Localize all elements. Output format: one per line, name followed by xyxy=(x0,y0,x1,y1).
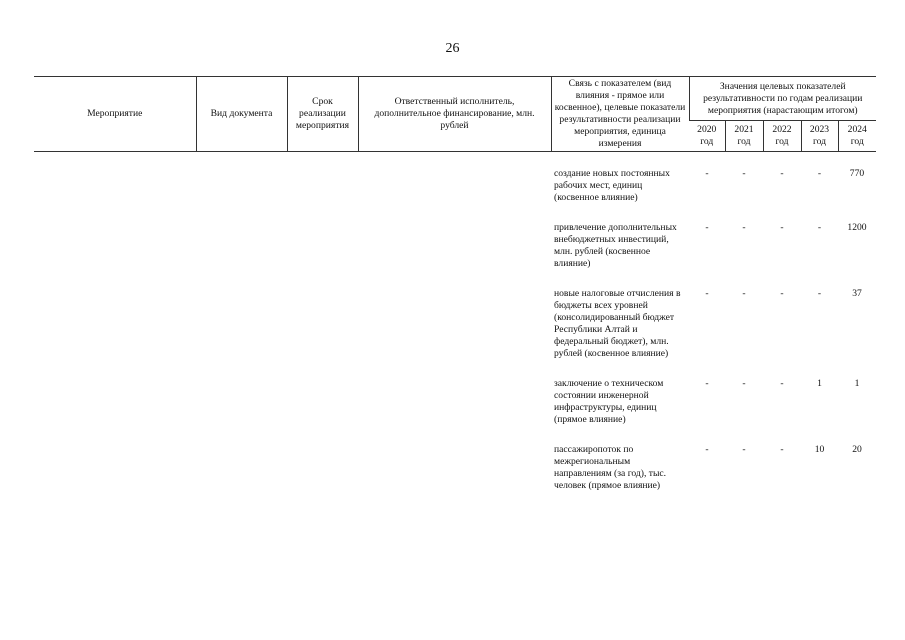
header-year-2020: 2020 год xyxy=(689,121,725,152)
header-year-2022: 2022 год xyxy=(763,121,801,152)
indicator-cell: создание новых постоянных рабочих мест, единиц (косвенное влияние) xyxy=(554,167,670,203)
value-cell: - xyxy=(780,221,784,233)
indicators-table xyxy=(34,76,876,510)
indicator-cell: заключение о техническом состоянии инженерной инфраструктуры, единиц (прямое влияние) xyxy=(554,377,664,425)
page-number: 26 xyxy=(445,41,460,56)
indicator-cell: привлечение дополнительных внебюджетных инвестиций, млн. рублей (косвенное влияние) xyxy=(554,221,677,269)
table-row xyxy=(34,151,876,221)
table-row xyxy=(34,222,876,288)
header-year-2021: 2021 год xyxy=(725,121,763,152)
value-cell: - xyxy=(780,287,784,299)
value-cell: 1 xyxy=(854,377,860,389)
header-term: Срок реализации мероприятия xyxy=(287,77,358,152)
value-cell: 37 xyxy=(852,287,862,299)
value-cell: - xyxy=(780,443,784,455)
table-row xyxy=(34,444,876,510)
value-cell: - xyxy=(742,377,746,389)
value-cell: 770 xyxy=(849,167,865,179)
value-cell: 10 xyxy=(814,443,825,455)
table-row xyxy=(34,288,876,378)
value-cell: - xyxy=(705,443,709,455)
table-row xyxy=(34,378,876,444)
header-values: Значения целевых показателей результативности по годам реализации мероприятия (нарастающим итогом) xyxy=(689,77,876,121)
value-cell: - xyxy=(817,221,822,233)
header-document-type: Вид документа xyxy=(196,77,287,152)
value-cell: 20 xyxy=(852,443,862,455)
value-cell: - xyxy=(705,221,709,233)
value-cell: 1 xyxy=(817,377,822,389)
value-cell: - xyxy=(742,221,746,233)
header-year-2023: 2023 год xyxy=(801,121,838,152)
value-cell: - xyxy=(780,167,784,179)
value-cell: - xyxy=(705,167,709,179)
value-cell: - xyxy=(705,287,709,299)
value-cell: - xyxy=(742,443,746,455)
header-indicator: Связь с показателем (вид влияния - прямое или косвенное), целевые показатели результативности реализации мероприятия, единица измерения xyxy=(551,77,689,152)
header-responsible: Ответственный исполнитель, дополнительное финансирование, млн. рублей xyxy=(358,77,551,152)
value-cell: - xyxy=(817,167,822,179)
value-cell: 1200 xyxy=(847,221,867,233)
value-cell: - xyxy=(742,287,746,299)
value-cell: - xyxy=(817,287,822,299)
value-cell: - xyxy=(780,377,784,389)
indicator-cell: пассажиропоток по межрегиональным направлениям (за год), тыс. человек (прямое влияние) xyxy=(554,443,667,491)
value-cell: - xyxy=(742,167,746,179)
header-year-2024: 2024 год xyxy=(838,121,876,152)
header-activity: Мероприятие xyxy=(34,77,196,152)
value-cell: - xyxy=(705,377,709,389)
indicator-cell: новые налоговые отчисления в бюджеты всех уровней (консолидированный бюджет Республики Алтай и федеральный бюджет), млн. рублей (косвенное влияние) xyxy=(554,287,681,359)
